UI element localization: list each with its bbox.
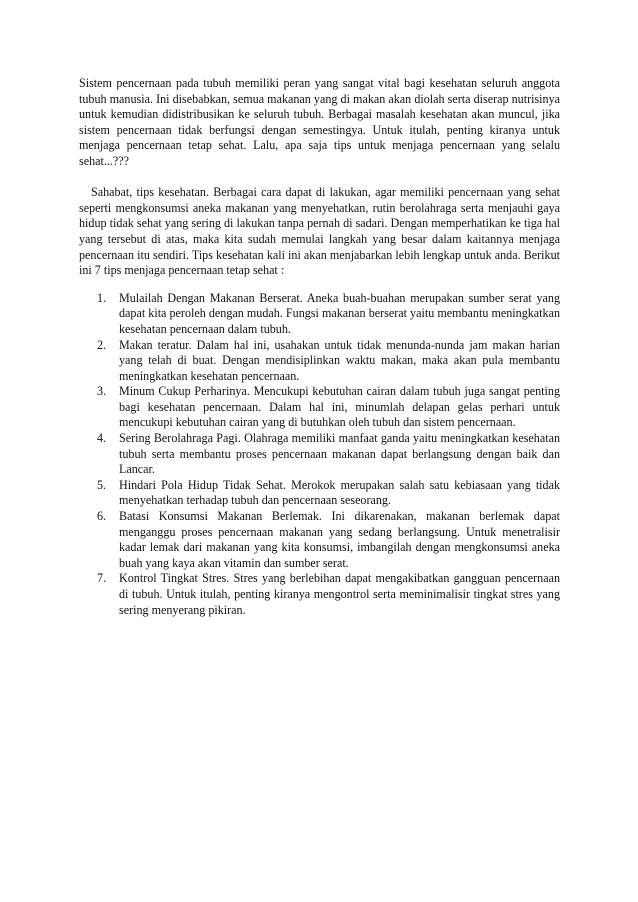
tip-text: Sering Berolahraga Pagi. Olahraga memiliki manfaat ganda yaitu meningkatkan kesehatan tubuh serta membantu proses pencernaan makanan dapat berlangsung dengan baik dan Lancar.: [119, 431, 560, 477]
tip-item-3: [79, 384, 560, 431]
tip-text: Batasi Konsumsi Makanan Berlemak. Ini dikarenakan, makanan berlemak dapat menganggu proses pencernaan makanan yang sedang berlangsung. Untuk menetralisir kadar lemak dari makanan yang kita konsumsi, imbangilah dengan mengkonsumsi aneka buah yang kaya akan vitamin dan sumber serat.: [119, 509, 560, 570]
tip-number: 4.: [97, 431, 107, 446]
intro-paragraph: Sistem pencernaan pada tubuh memiliki peran yang sangat vital bagi kesehatan seluruh anggota tubuh manusia. Ini disebabkan, semua makanan yang di makan akan diolah serta diserap nutrisinya untuk kemudian didistribusikan ke seluruh tubuh. Berbagai masalah kesehatan akan muncul, jika sistem pencernaan tidak berfungsi dengan semestingya. Untuk itulah, penting kiranya untuk menjaga pencernaan tetap sehat. Lalu, apa saja tips untuk menjaga pencernaan yang selalu sehat...???: [79, 76, 560, 168]
tip-number: 3.: [97, 384, 107, 399]
tip-number: 6.: [97, 509, 107, 524]
tip-number: 2.: [97, 337, 107, 352]
tip-text: Makan teratur. Dalam hal ini, usahakan untuk tidak menunda-nunda jam makan harian yang telah di buat. Dengan mendisiplinkan waktu makan, maka akan pula membantu meningkatkan kesehatan pencernaan.: [119, 337, 560, 383]
body-paragraph: Sahabat, tips kesehatan. Berbagai cara dapat di lakukan, agar memiliki pencernaan yang sehat seperti mengkonsumsi aneka makanan yang menyehatkan, rutin berolahraga serta menjauhi gaya hidup tidak sehat yang sering di lakukan tanpa pernah di sadari. Dengan memperhatikan ke tiga hal yang tersebut di atas, maka kita sudah memulai langkah yang besar dalam kaitannya menjaga pencernaan itu sendiri. Tips kesehatan kali ini akan menjabarkan lebih lengkap untuk anda. Berikut ini 7 tips menjaga pencernaan tetap sehat :: [79, 185, 560, 278]
tips-list: [79, 291, 560, 618]
tip-item-2: [79, 338, 560, 385]
tip-item-7: [79, 571, 560, 618]
tip-text: Hindari Pola Hidup Tidak Sehat. Merokok merupakan salah satu kebiasaan yang tidak menyehatkan terhadap tubuh dan pencernaan seseorang.: [119, 477, 560, 508]
tip-text: Mulailah Dengan Makanan Berserat. Aneka buah-buahan merupakan sumber serat yang dapat kita peroleh dengan mudah. Fungsi makanan berserat yaitu membantu meningkatkan kesehatan pencernaan dalam tubuh.: [119, 290, 560, 336]
tip-number: 7.: [97, 571, 107, 586]
tip-item-1: [79, 291, 560, 338]
tip-text: Minum Cukup Perharinya. Mencukupi kebutuhan cairan dalam tubuh juga sangat penting bagi kesehatan pencernaan. Dalam hal ini, minumlah delapan gelas perhari untuk mencukupi kebutuhan cairan yang di butuhkan oleh tubuh dan sistem pencernaan.: [119, 384, 560, 430]
tip-number: 1.: [97, 290, 107, 305]
tip-item-6: [79, 509, 560, 571]
tip-item-5: [79, 478, 560, 509]
tip-text: Kontrol Tingkat Stres. Stres yang berlebihan dapat mengakibatkan gangguan pencernaan di tubuh. Untuk itulah, penting kiranya mengontrol serta meminimalisir tingkat stres yang sering menyerang pikiran.: [119, 571, 560, 617]
tip-item-4: [79, 431, 560, 478]
document-page: [79, 76, 560, 618]
tip-number: 5.: [97, 477, 107, 492]
